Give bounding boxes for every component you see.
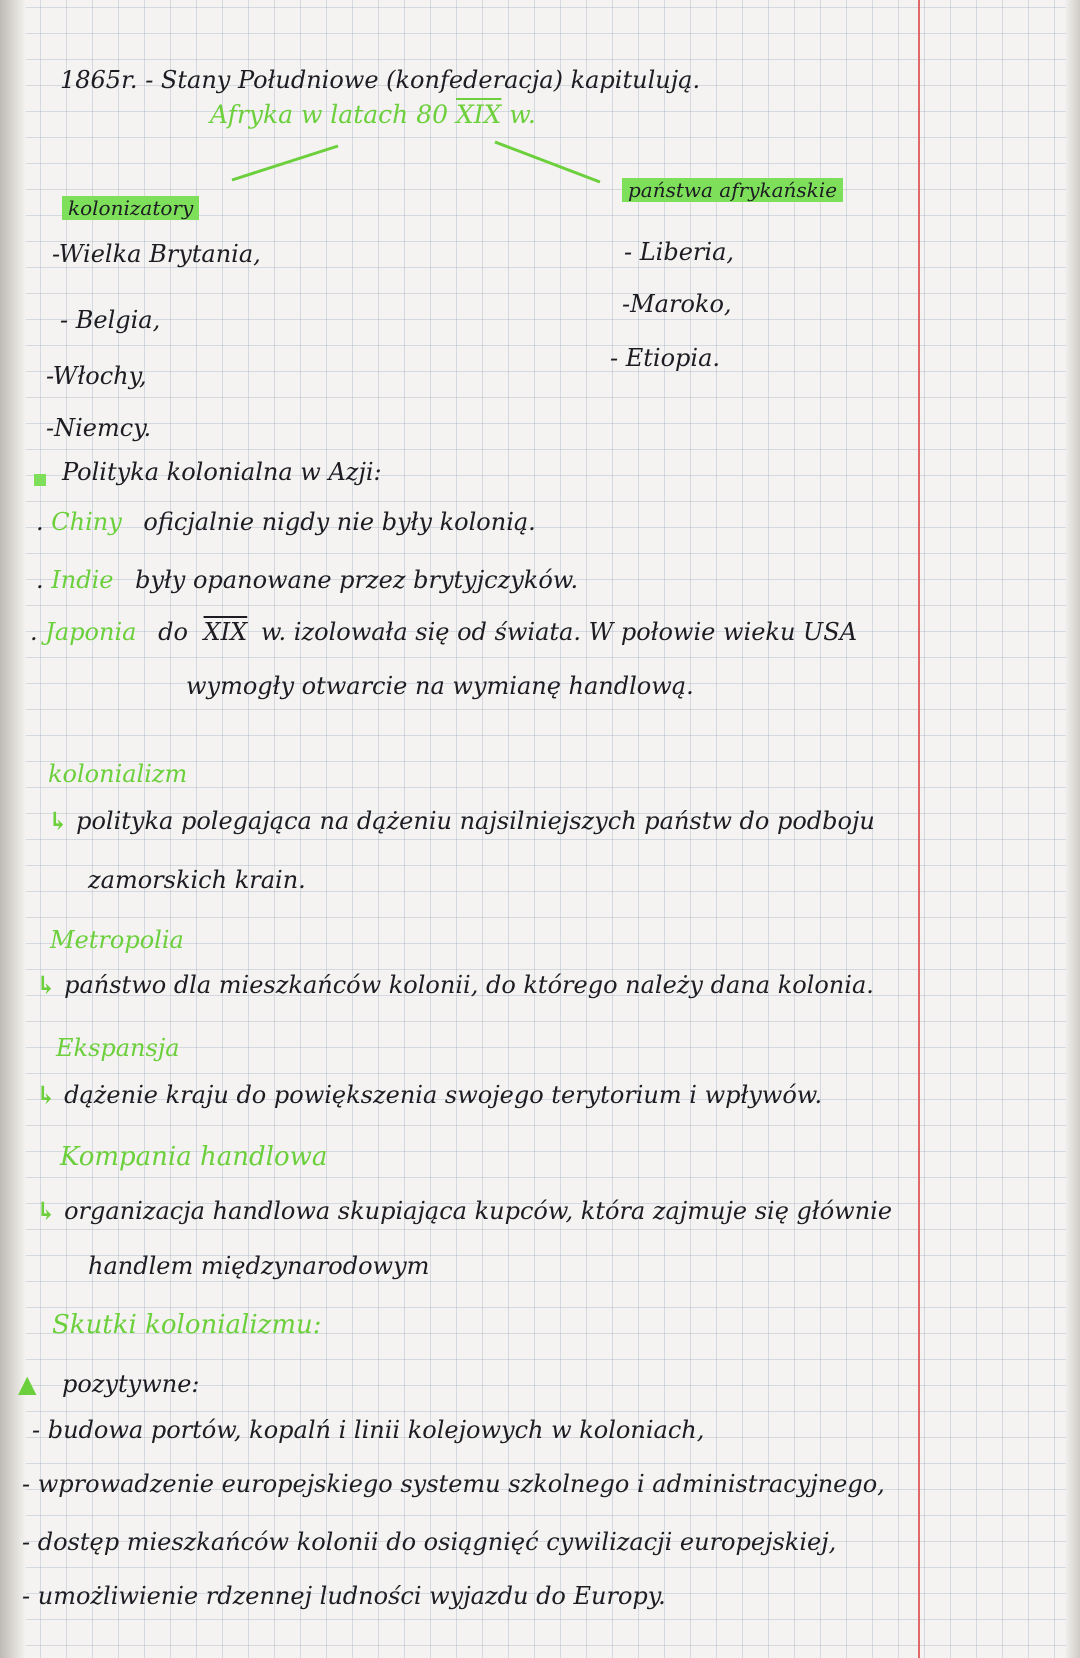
effect-item: - budowa portów, kopalń i linii kolejowych w koloniach, (32, 1416, 705, 1444)
african-state-item: - Etiopia. (610, 344, 721, 372)
definition-term: Kompania handlowa (60, 1142, 328, 1172)
arrow-icon: ↳ (36, 1196, 57, 1225)
definition-term: kolonializm (48, 760, 188, 788)
effect-item: - wprowadzenie europejskiego systemu szkolnego i administracyjnego, (22, 1470, 885, 1498)
effects-heading: Skutki kolonializmu: (52, 1310, 322, 1340)
asia-item-text: były opanowane przez brytyjczyków. (135, 566, 579, 594)
arrow-icon: ↳ (48, 806, 69, 835)
definition-text: organizacja handlowa skupiająca kupców, która zajmuje się głównie (64, 1197, 893, 1225)
asia-item-text: w. izolowała się od świata. W połowie wieku USA (260, 618, 858, 646)
asia-item-name: Japonia (45, 618, 137, 646)
african-state-item: -Maroko, (622, 290, 732, 318)
definition-term: Ekspansja (56, 1034, 180, 1062)
date: 1865r. (60, 66, 138, 94)
definition-line (36, 970, 874, 999)
asia-item-japonia: . Japonia do $\overline{XIX}$ w. izolowała się od świata. W połowie wieku USA (30, 618, 858, 646)
colonizers-heading (62, 196, 199, 220)
definition-line (48, 806, 875, 835)
african-states-heading-text: państwa afrykańskie (622, 178, 843, 202)
definition-text: polityka polegająca na dążeniu najsilniejszych państw do podboju (76, 807, 875, 835)
colonizers-heading-text: kolonizatory (62, 196, 199, 220)
title-text-a: Afryka w latach 80 (210, 100, 449, 129)
effect-item: - dostęp mieszkańców kolonii do osiągnięć cywilizacji europejskiej, (22, 1528, 837, 1556)
definition-text: dążenie kraju do powiększenia swojego terytorium i wpływów. (64, 1081, 823, 1109)
effect-item: - umożliwienie rdzennej ludności wyjazdu do Europy. (22, 1582, 666, 1610)
asia-item-indie: . Indie były opanowane przez brytyjczyków. (36, 566, 579, 594)
section-bullet (34, 474, 46, 486)
african-states-heading (622, 178, 843, 202)
definition-text: państwo dla mieszkańców kolonii, do którego należy dana kolonia. (64, 971, 874, 999)
arrow-icon: ↳ (36, 970, 57, 999)
colonizer-item: - Belgia, (60, 306, 161, 334)
title-text-b: w. (509, 100, 536, 129)
arrow-icon: ↳ (36, 1080, 57, 1109)
colonizer-item: -Niemcy. (46, 414, 152, 442)
asia-item-name: Indie (51, 566, 114, 594)
definition-line-cont: zamorskich krain. (88, 866, 306, 894)
colonizer-item: -Wielka Brytania, (52, 240, 261, 268)
colonizer-item: -Włochy, (46, 362, 147, 390)
definition-line-cont: handlem międzynarodowym (88, 1252, 430, 1280)
definition-line (36, 1196, 892, 1225)
asia-item-chiny: . Chiny oficjalnie nigdy nie były kolonią. (36, 508, 536, 536)
definition-line (36, 1080, 822, 1109)
african-state-item: - Liberia, (624, 238, 735, 266)
top-line-text: - Stany Południowe (konfederacja) kapitulują. (145, 66, 701, 94)
title-century: $\overline{XIX}$ (455, 100, 502, 129)
positive-label: pozytywne: (62, 1370, 200, 1398)
branch-line-left (232, 146, 338, 180)
asia-item-pre: do (158, 618, 188, 646)
caret-icon: ▲ (18, 1370, 37, 1398)
asia-item-continuation: wymogły otwarcie na wymianę handlową. (186, 672, 694, 700)
branch-line-right (495, 142, 600, 182)
asia-heading: Polityka kolonialna w Azji: (62, 458, 382, 486)
definition-term: Metropolia (50, 926, 184, 954)
asia-item-century: $\overline{XIX}$ (203, 618, 248, 646)
asia-item-text: oficjalnie nigdy nie były kolonią. (143, 508, 536, 536)
asia-item-name: Chiny (51, 508, 122, 536)
